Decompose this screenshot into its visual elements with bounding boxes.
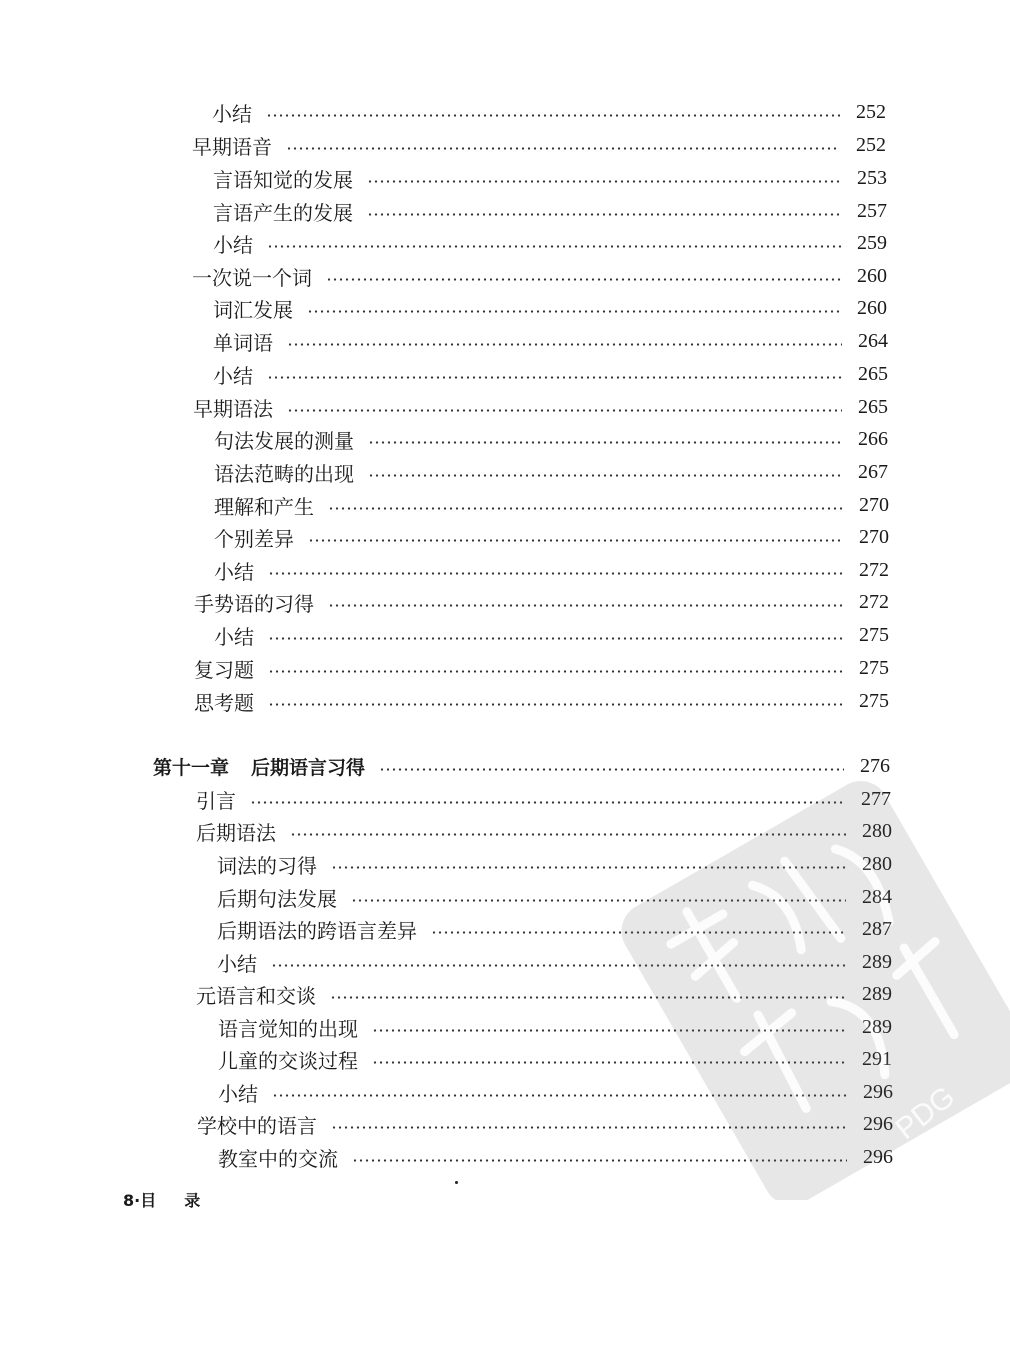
dot-leader xyxy=(330,996,846,999)
toc-entry-page: 277 xyxy=(861,788,891,810)
toc-entry[interactable] xyxy=(218,1076,893,1109)
toc-entry-page: 296 xyxy=(863,1113,893,1135)
toc-entry[interactable] xyxy=(214,619,889,652)
toc-entry[interactable] xyxy=(217,848,892,881)
toc-entry-page: 252 xyxy=(856,101,886,123)
toc-entry-page: 252 xyxy=(856,134,886,156)
dot-leader xyxy=(268,572,843,575)
toc-entry-title: 学校中的语言 xyxy=(197,1114,317,1138)
toc-entry-title: 语言觉知的出现 xyxy=(218,1017,358,1041)
toc-entry[interactable] xyxy=(214,521,889,554)
toc-entry-title: 复习题 xyxy=(194,658,254,682)
toc-entry-title: 早期语音 xyxy=(192,135,272,159)
footer-label-lu: 录 xyxy=(184,1191,201,1210)
toc-entry-page: 264 xyxy=(858,330,888,352)
dot-leader xyxy=(368,474,842,477)
toc-entry[interactable] xyxy=(213,162,887,195)
dot-leader xyxy=(326,278,841,281)
dot-leader xyxy=(272,1094,847,1097)
toc-entry-page: 275 xyxy=(859,657,889,679)
footer-page-number: 8 xyxy=(123,1191,135,1210)
toc-entry[interactable] xyxy=(213,195,887,228)
toc-entry[interactable] xyxy=(214,423,888,456)
toc-entry-page: 291 xyxy=(862,1048,892,1070)
toc-entry[interactable] xyxy=(217,946,892,979)
toc-entry-title: 词法的习得 xyxy=(217,854,317,878)
dot-leader xyxy=(267,245,841,248)
toc-entry[interactable] xyxy=(196,978,892,1011)
dot-leader xyxy=(367,180,841,183)
dot-leader xyxy=(267,376,842,379)
dot-leader xyxy=(328,507,843,510)
dot-leader xyxy=(368,441,842,444)
toc-entry[interactable] xyxy=(212,96,886,129)
toc-entry-title: 小结 xyxy=(213,364,253,388)
toc-entry-page: 265 xyxy=(858,396,888,418)
toc-entry[interactable] xyxy=(218,1011,892,1044)
toc-entry-title: 个别差异 xyxy=(214,527,294,551)
chapter-title xyxy=(153,753,379,780)
dot-leader xyxy=(268,670,843,673)
toc-entry-title: 早期语法 xyxy=(193,397,273,421)
toc-entry[interactable] xyxy=(214,554,889,587)
toc-entry-page: 296 xyxy=(863,1146,893,1168)
toc-entry-page: 289 xyxy=(862,983,892,1005)
toc-entry[interactable] xyxy=(218,1141,893,1174)
toc-entry-title: 小结 xyxy=(218,1082,258,1106)
toc-entry[interactable] xyxy=(218,1043,892,1076)
toc-entry-title: 小结 xyxy=(212,102,252,126)
dot-leader xyxy=(287,343,842,346)
dot-leader xyxy=(307,310,841,313)
dot-leader xyxy=(290,833,846,836)
toc-entry-page: 275 xyxy=(859,690,889,712)
toc-entry[interactable] xyxy=(217,913,892,946)
dot-leader xyxy=(268,703,843,706)
toc-entry-title: 理解和产生 xyxy=(214,495,314,519)
toc-entry[interactable] xyxy=(193,391,888,424)
dot-leader xyxy=(352,1159,847,1162)
toc-entry-page: 257 xyxy=(857,200,887,222)
toc-entry-page: 270 xyxy=(859,526,889,548)
watermark-text: PDG xyxy=(889,1079,962,1147)
toc-entry-page: 289 xyxy=(862,1016,892,1038)
toc-entry-title: 言语产生的发展 xyxy=(213,201,353,225)
toc-entry-page: 253 xyxy=(857,167,887,189)
dot-leader xyxy=(266,114,840,117)
toc-entry-page: 260 xyxy=(857,297,887,319)
toc-entry-title: 后期语法 xyxy=(196,821,276,845)
toc-entry[interactable] xyxy=(194,685,889,718)
toc-entry-title: 后期语法的跨语言差异 xyxy=(217,919,417,943)
dot-leader xyxy=(287,409,842,412)
toc-entry-title: 教室中的交流 xyxy=(218,1147,338,1171)
toc-entry-page: 260 xyxy=(857,265,887,287)
toc-entry-page: 287 xyxy=(862,918,892,940)
toc-entry[interactable] xyxy=(214,489,889,522)
dot-leader xyxy=(308,539,843,542)
toc-entry-page: 265 xyxy=(858,363,888,385)
dot-leader xyxy=(268,637,843,640)
toc-entry-title: 小结 xyxy=(214,560,254,584)
dot-leader xyxy=(331,1126,847,1129)
toc-entry-page: 280 xyxy=(862,853,892,875)
toc-entry-page: 266 xyxy=(858,428,888,450)
toc-entry-title: 后期句法发展 xyxy=(217,887,337,911)
toc-entry-title: 儿童的交谈过程 xyxy=(218,1049,358,1073)
toc-entry[interactable] xyxy=(197,1108,893,1141)
toc-entry[interactable] xyxy=(194,652,889,685)
dot-leader xyxy=(331,866,846,869)
toc-entry-title: 词汇发展 xyxy=(213,298,293,322)
dot-leader xyxy=(351,899,846,902)
toc-entry-title: 引言 xyxy=(196,789,236,813)
toc-entry[interactable] xyxy=(196,783,891,816)
toc-entry[interactable] xyxy=(213,227,887,260)
toc-entry[interactable] xyxy=(192,260,887,293)
toc-entry-title: 思考题 xyxy=(194,691,254,715)
toc-entry[interactable] xyxy=(213,325,888,358)
footer-label-mu: 目 xyxy=(140,1191,157,1210)
toc-entry-title: 小结 xyxy=(214,625,254,649)
toc-entry[interactable] xyxy=(196,815,892,848)
toc-entry-page: 272 xyxy=(859,591,889,613)
print-speck xyxy=(455,1181,458,1184)
toc-entry-title: 小结 xyxy=(213,233,253,257)
toc-entry-page: 272 xyxy=(859,559,889,581)
toc-entry-title: 单词语 xyxy=(213,331,273,355)
toc-entry-page: 296 xyxy=(863,1081,893,1103)
dot-leader xyxy=(286,147,840,150)
dot-leader xyxy=(379,768,844,771)
page-footer xyxy=(123,1188,200,1211)
toc-entry-page: 289 xyxy=(862,951,892,973)
dot-leader xyxy=(372,1029,846,1032)
dot-leader xyxy=(367,213,841,216)
toc-entry[interactable] xyxy=(213,358,888,391)
toc-entry-title: 语法范畴的出现 xyxy=(214,462,354,486)
chapter-number: 第十一章 xyxy=(153,757,230,779)
dot-leader xyxy=(431,931,846,934)
toc-entry[interactable] xyxy=(213,292,887,325)
toc-entry[interactable] xyxy=(194,586,889,619)
toc-entry-page: 267 xyxy=(858,461,888,483)
toc-entry[interactable] xyxy=(217,881,892,914)
dot-leader xyxy=(328,604,843,607)
toc-entry[interactable] xyxy=(214,456,888,489)
toc-entry-page: 275 xyxy=(859,624,889,646)
toc-entry-page: 270 xyxy=(859,494,889,516)
toc-entry-page: 280 xyxy=(862,820,892,842)
toc-entry-page: 284 xyxy=(862,886,892,908)
toc-entry[interactable] xyxy=(192,129,886,162)
toc-chapter-heading[interactable] xyxy=(153,750,890,783)
toc-entry-title: 手势语的习得 xyxy=(194,592,314,616)
toc-entry-title: 言语知觉的发展 xyxy=(213,168,353,192)
toc-entry-title: 元语言和交谈 xyxy=(196,984,316,1008)
toc-entry-title: 小结 xyxy=(217,952,257,976)
toc-entry-title: 句法发展的测量 xyxy=(214,429,354,453)
footer-separator: · xyxy=(134,1191,141,1210)
chapter-name: 后期语言习得 xyxy=(251,757,366,779)
toc-entry-page: 259 xyxy=(857,232,887,254)
dot-leader xyxy=(250,801,845,804)
dot-leader xyxy=(372,1061,846,1064)
dot-leader xyxy=(271,964,846,967)
toc-entry-title: 一次说一个词 xyxy=(192,266,312,290)
toc-entry-page: 276 xyxy=(860,755,890,777)
